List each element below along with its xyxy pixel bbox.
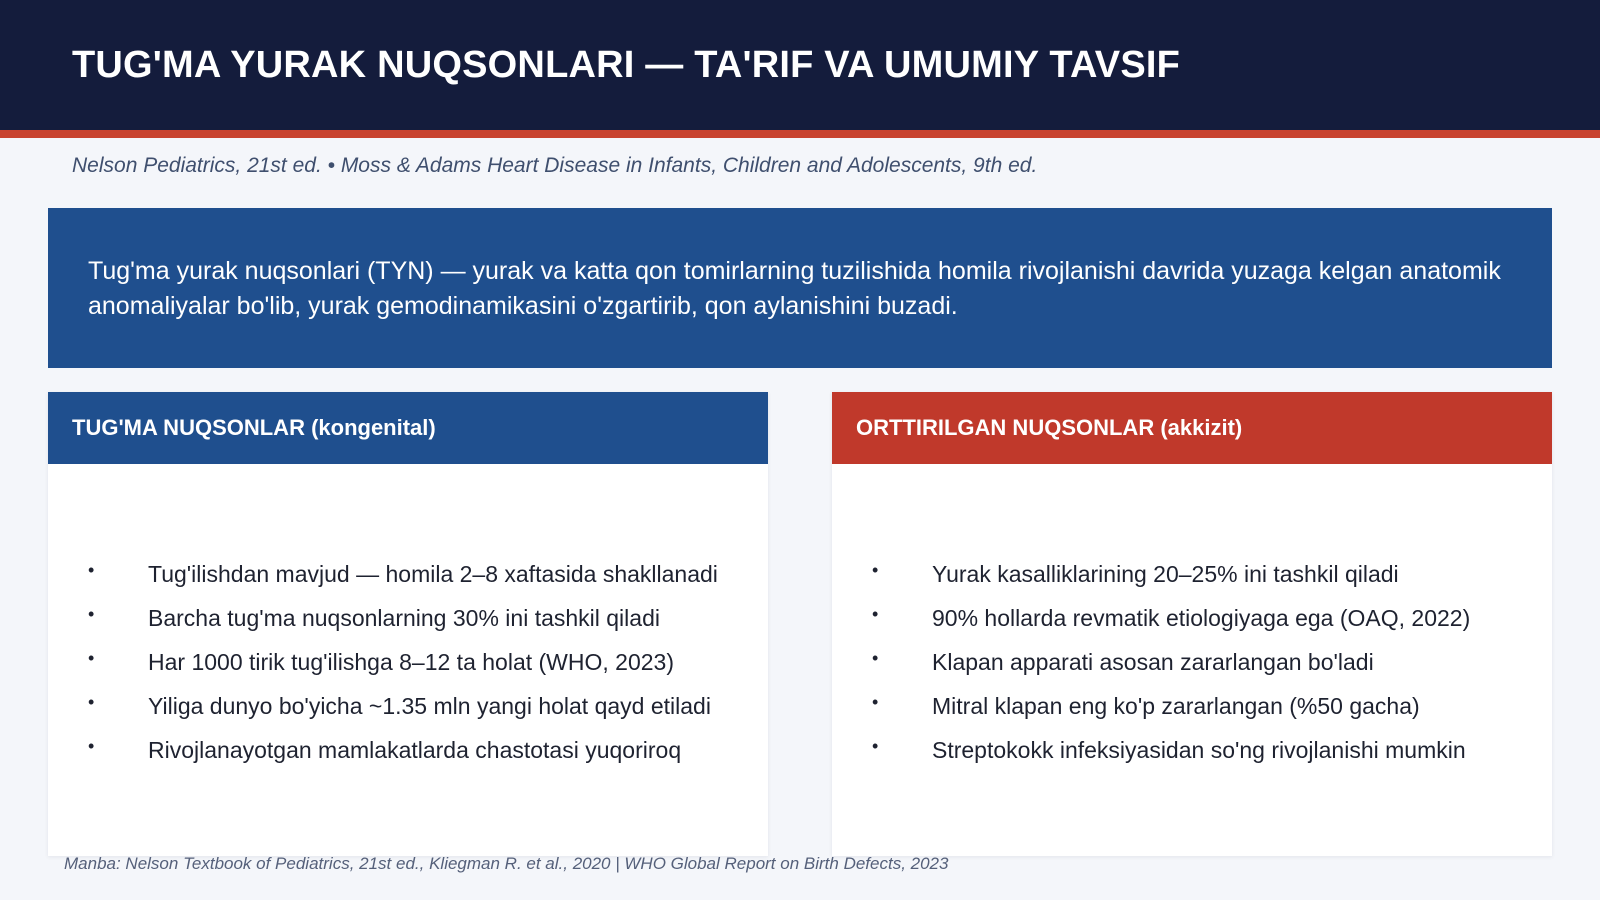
list-item — [48, 728, 768, 772]
bullet-icon: • — [88, 560, 95, 580]
bullet-icon: • — [88, 736, 95, 756]
list-item-text: Rivojlanayotgan mamlakatlarda chastotasi yuqoriroq — [148, 737, 682, 763]
bullet-icon: • — [872, 560, 879, 580]
list-item — [832, 596, 1552, 640]
list-item — [48, 552, 768, 596]
list-item — [832, 684, 1552, 728]
list-item-text: Mitral klapan eng ko'p zararlangan (%50 gacha) — [932, 693, 1420, 719]
list-item-text: 90% hollarda revmatik etiologiyaga ega (OAQ, 2022) — [932, 605, 1471, 631]
bullet-icon: • — [872, 692, 879, 712]
acquired-list — [832, 552, 1552, 772]
bullet-icon: • — [88, 604, 95, 624]
slide-title: TUG'MA YURAK NUQSONLARI — TA'RIF VA UMUMIY TAVSIF — [72, 44, 1181, 86]
title-accent-stripe — [0, 130, 1600, 138]
bullet-icon: • — [872, 604, 879, 624]
source-footnote: Manba: Nelson Textbook of Pediatrics, 21st ed., Kliegman R. et al., 2020 | WHO Global Report on Birth Defects, 2023 — [64, 854, 949, 873]
list-item — [832, 640, 1552, 684]
list-item-text: Tug'ilishdan mavjud — homila 2–8 xaftasida shakllanadi — [148, 561, 718, 587]
definition-text: Tug'ma yurak nuqsonlari (TYN) — yurak va katta qon tomirlarning tuzilishida homila rivojlanishi davrida yuzaga kelgan anatomik anomaliyalar bo'lib, yurak gemodinamikasini o'zgartirib, qon aylanishini buzadi. — [88, 257, 1501, 320]
list-item-text: Barcha tug'ma nuqsonlarning 30% ini tashkil qiladi — [148, 605, 660, 631]
congenital-list — [48, 552, 768, 772]
list-item — [48, 684, 768, 728]
sources-line: Nelson Pediatrics, 21st ed. • Moss & Adams Heart Disease in Infants, Children and Adolescents, 9th ed. — [72, 154, 1038, 177]
congenital-card — [48, 392, 768, 856]
list-item — [832, 728, 1552, 772]
bullet-icon: • — [872, 736, 879, 756]
list-item-text: Yiliga dunyo bo'yicha ~1.35 mln yangi holat qayd etiladi — [148, 693, 711, 719]
list-item — [48, 596, 768, 640]
acquired-card — [832, 392, 1552, 856]
list-item-text: Yurak kasalliklarining 20–25% ini tashkil qiladi — [932, 561, 1399, 587]
list-item — [48, 640, 768, 684]
bullet-icon: • — [872, 648, 879, 668]
list-item-text: Har 1000 tirik tug'ilishga 8–12 ta holat (WHO, 2023) — [148, 649, 674, 675]
list-item — [832, 552, 1552, 596]
definition-box — [48, 208, 1552, 368]
list-item-text: Streptokokk infeksiyasidan so'ng rivojlanishi mumkin — [932, 737, 1466, 763]
list-item-text: Klapan apparati asosan zararlangan bo'ladi — [932, 649, 1374, 675]
bullet-icon: • — [88, 648, 95, 668]
bullet-icon: • — [88, 692, 95, 712]
congenital-card-heading: TUG'MA NUQSONLAR (kongenital) — [48, 392, 768, 464]
title-bar — [0, 0, 1600, 130]
acquired-card-heading: ORTTIRILGAN NUQSONLAR (akkizit) — [832, 392, 1552, 464]
